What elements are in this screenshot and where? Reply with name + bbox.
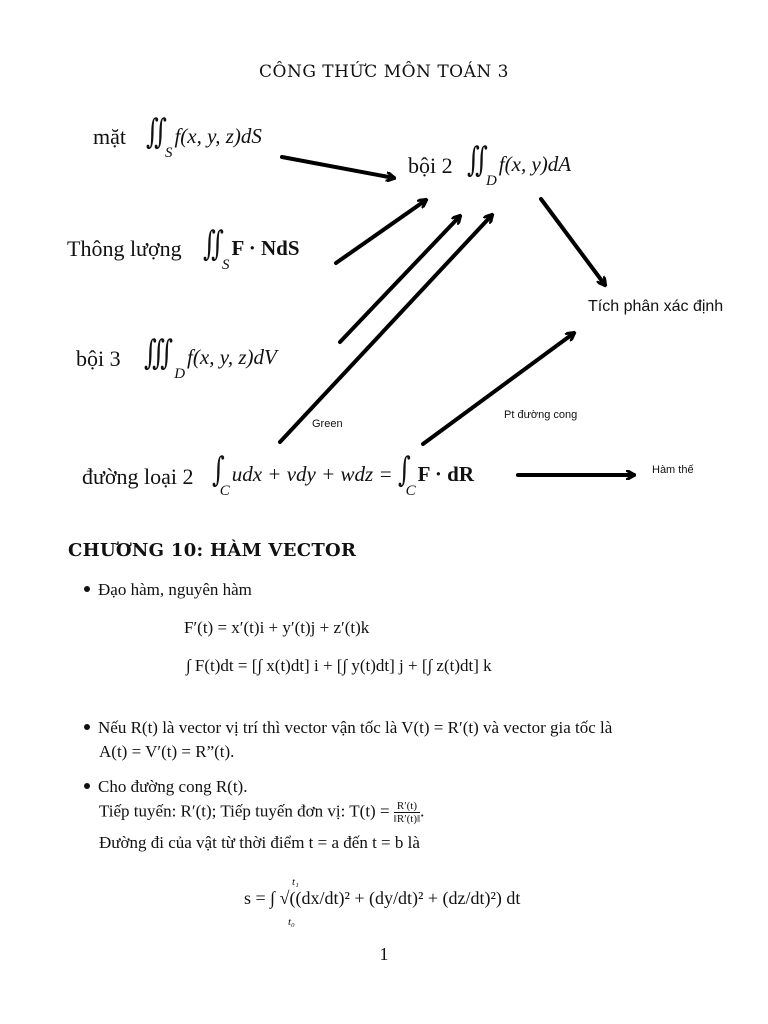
definite-integral-label: Tích phân xác định (588, 298, 724, 315)
bullet-curve (84, 777, 247, 797)
double-integral-sign: ∬ (146, 112, 167, 152)
bullet-dot (84, 783, 90, 789)
flux-formula: F · NdS (231, 236, 300, 260)
bullet-curve-line3: Đường đi của vật từ thời điểm t = a đến t = b là (99, 833, 420, 852)
flux-label: Thông lượng (67, 236, 182, 261)
double-integral-sign: ∬ (203, 224, 224, 264)
subscript-s: S (221, 257, 230, 273)
bullet-derivative-title: Đạo hàm, nguyên hàm (98, 580, 252, 599)
subscript-c: C (405, 483, 416, 499)
bullet-velocity-line1: Nếu R(t) là vector vị trí thì vector vận tốc là V(t) = R′(t) và vector gia tốc là (98, 718, 613, 737)
subscript-d: D (174, 366, 186, 382)
arc-upper-limit: t₁ (292, 876, 299, 888)
unit-tangent-fraction (394, 800, 420, 825)
flux-integral (203, 224, 300, 273)
bullet-dot (84, 724, 90, 730)
arc-lower-limit: t₀ (288, 916, 295, 928)
bullet-curve-line1: Cho đường cong R(t). (98, 777, 248, 796)
double-integral-sign: ∬ (467, 140, 488, 180)
fraction-numerator: R′(t) (394, 800, 420, 813)
page-number: 1 (379, 944, 389, 964)
green-label: Green (312, 418, 343, 430)
line-integral (212, 450, 475, 499)
arrow-double-to-definite (541, 199, 605, 285)
curve-eq-label: Pt đường cong (504, 409, 578, 421)
surface-integral (146, 112, 262, 161)
integral-sign: ∫ (397, 450, 411, 490)
surface-label: mặt (93, 124, 126, 149)
bullet-dot (84, 586, 90, 592)
antiderivative-equation: ∫ F(t)dt = [∫ x(t)dt] i + [∫ y(t)dt] j + [∫ z(t)dt] k (186, 656, 492, 675)
bullet-curve-line2: Tiếp tuyến: R′(t); Tiếp tuyến đơn vị: T(t) = $\frac{R'(t)}{‖R'(t)‖}$ . (99, 800, 425, 825)
derivative-equation: F′(t) = x′(t)i + y′(t)j + z′(t)k (184, 618, 370, 637)
bullet-derivative (84, 580, 252, 600)
bullet-velocity (84, 718, 612, 738)
arrow-curve-eq (423, 333, 574, 444)
subscript-c: C (219, 483, 230, 499)
potential-label: Hàm thế (652, 464, 694, 476)
double-label: bội 2 (408, 153, 453, 178)
page-title: CÔNG THỨC MÔN TOÁN 3 (259, 62, 509, 82)
double-integral (467, 140, 572, 189)
subscript-s: S (164, 145, 173, 161)
arc-length-formula: s = ∫ √((dx/dt)² + (dy/dt)² + (dz/dt)²) dt (244, 888, 521, 908)
arrow-flux-to-double (336, 200, 426, 263)
tangent-text: Tiếp tuyến: R′(t); Tiếp tuyến đơn vị: T(t) = (99, 801, 390, 821)
subscript-d: D (485, 173, 497, 189)
bullet-velocity-line2: A(t) = V′(t) = R”(t). (99, 742, 235, 761)
line-formula-left: udx + vdy + wdz = (231, 462, 393, 486)
integral-sign: ∫ (212, 450, 225, 490)
chapter-title: CHƯƠNG 10: HÀM VECTOR (68, 540, 357, 561)
triple-formula: f(x, y, z)dV (187, 345, 277, 369)
arrow-green (280, 215, 492, 442)
line-label: đường loại 2 (82, 464, 194, 489)
double-formula: f(x, y)dA (498, 152, 572, 176)
surface-formula: f(x, y, z)dS (174, 124, 262, 148)
triple-integral-sign: ∭ (144, 333, 173, 373)
arrow-triple-to-double (340, 216, 460, 342)
triple-label: bội 3 (76, 346, 121, 371)
fraction-denominator: ‖R′(t)‖ (393, 813, 421, 825)
triple-integral (144, 333, 277, 382)
line-formula-right: F · dR (417, 462, 475, 486)
arrow-surface-to-double (282, 157, 394, 178)
